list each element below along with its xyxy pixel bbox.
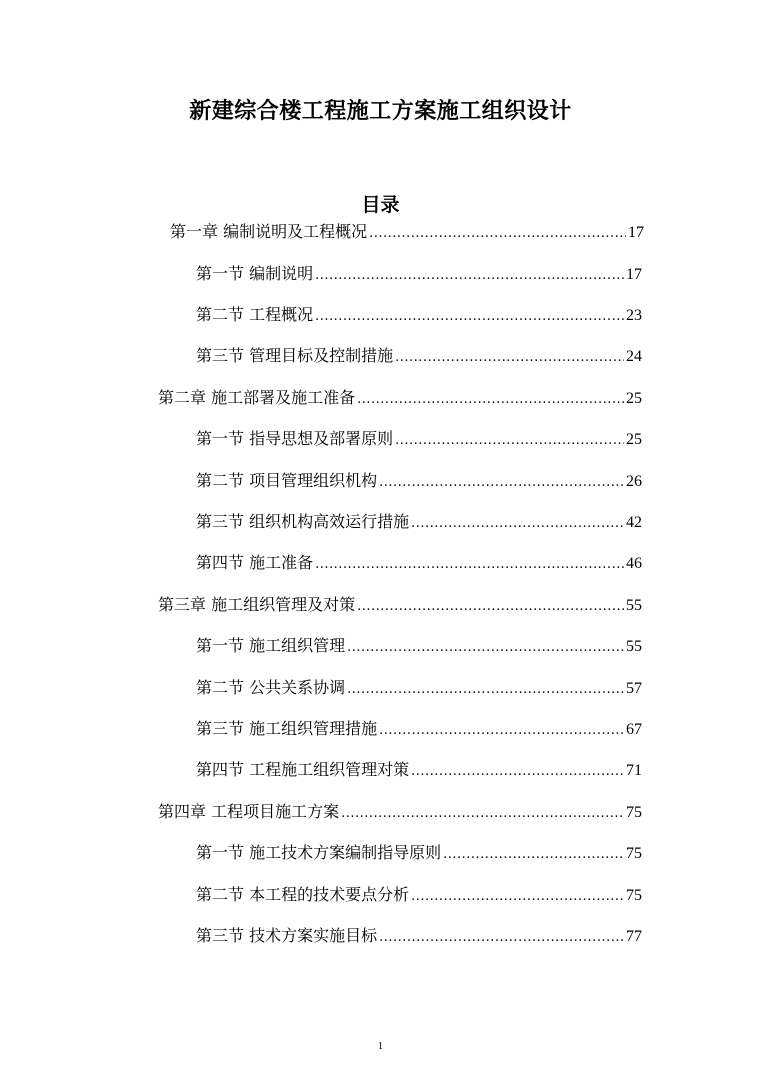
toc-entry-section[interactable]	[196, 634, 642, 658]
page-number: 1	[378, 1041, 383, 1052]
toc-entry-label: 第一节 编制说明	[196, 264, 314, 283]
toc-entry-section[interactable]	[196, 717, 642, 741]
toc-entry-label: 第四章 工程项目施工方案	[158, 802, 340, 821]
toc-entry-page: 75	[626, 845, 642, 862]
toc-entry-chapter-4[interactable]	[158, 800, 642, 824]
toc-entry-section[interactable]	[196, 676, 642, 700]
dot-leader	[395, 346, 624, 370]
toc-entry-label: 第一章 编制说明及工程概况	[170, 222, 368, 241]
toc-entry-page: 26	[626, 473, 642, 490]
toc-entry-label: 第四节 工程施工组织管理对策	[196, 760, 410, 779]
toc-entry-chapter-3[interactable]	[158, 593, 642, 617]
toc-entry-page: 25	[626, 431, 642, 448]
toc-entry-section[interactable]	[196, 303, 642, 327]
toc-entry-label: 第三节 管理目标及控制措施	[196, 346, 394, 365]
dot-leader	[315, 264, 624, 288]
toc-entry-label: 第一节 施工技术方案编制指导原则	[196, 843, 442, 862]
dot-leader	[411, 885, 624, 909]
toc-entry-label: 第一节 施工组织管理	[196, 636, 346, 655]
toc-entry-page: 23	[626, 307, 642, 324]
toc-entry-label: 第二节 项目管理组织机构	[196, 471, 378, 490]
toc-entry-section[interactable]	[196, 883, 642, 907]
toc-entry-section[interactable]	[196, 510, 642, 534]
toc-entry-label: 第三节 技术方案实施目标	[196, 926, 378, 945]
toc-entry-page: 24	[626, 348, 642, 365]
toc-entry-label: 第一节 指导思想及部署原则	[196, 429, 394, 448]
dot-leader	[443, 843, 624, 867]
dot-leader	[369, 222, 626, 246]
toc-entry-label: 第三节 组织机构高效运行措施	[196, 512, 410, 531]
toc-entry-chapter-2[interactable]	[158, 386, 642, 410]
toc-entry-label: 第三节 施工组织管理措施	[196, 719, 378, 738]
dot-leader	[357, 595, 624, 619]
toc-entry-page: 46	[626, 555, 642, 572]
toc-entry-label: 第三章 施工组织管理及对策	[158, 595, 356, 614]
toc-entry-section[interactable]	[196, 841, 642, 865]
dot-leader	[379, 926, 624, 950]
toc-entry-page: 67	[626, 721, 642, 738]
toc-entry-page: 25	[626, 390, 642, 407]
dot-leader	[315, 553, 624, 577]
toc-entry-page: 75	[626, 804, 642, 821]
toc-entry-section[interactable]	[196, 551, 642, 575]
dot-leader	[395, 429, 624, 453]
toc-entry-label: 第二章 施工部署及施工准备	[158, 388, 356, 407]
document-title: 新建综合楼工程施工方案施工组织设计	[189, 99, 572, 124]
dot-leader	[411, 512, 624, 536]
dot-leader	[315, 305, 624, 329]
toc-entry-section[interactable]	[196, 262, 642, 286]
toc-entry-section[interactable]	[196, 344, 642, 368]
dot-leader	[411, 760, 624, 784]
toc-entry-section[interactable]	[196, 469, 642, 493]
dot-leader	[347, 678, 624, 702]
toc-entry-label: 第二节 工程概况	[196, 305, 314, 324]
dot-leader	[347, 636, 624, 660]
toc-entry-page: 71	[626, 762, 642, 779]
toc-entry-section[interactable]	[196, 427, 642, 451]
toc-entry-page: 57	[626, 680, 642, 697]
toc-entry-page: 17	[628, 224, 644, 241]
toc-entry-page: 42	[626, 514, 642, 531]
toc-entry-page: 75	[626, 887, 642, 904]
toc-entry-label: 第二节 本工程的技术要点分析	[196, 885, 410, 904]
toc-entry-page: 55	[626, 638, 642, 655]
toc-entry-page: 55	[626, 597, 642, 614]
toc-entry-chapter-1[interactable]	[170, 220, 644, 244]
toc-entry-label: 第四节 施工准备	[196, 553, 314, 572]
dot-leader	[341, 802, 624, 826]
dot-leader	[357, 388, 624, 412]
dot-leader	[379, 719, 624, 743]
toc-entry-label: 第二节 公共关系协调	[196, 678, 346, 697]
dot-leader	[379, 471, 624, 495]
toc-entry-section[interactable]	[196, 924, 642, 948]
toc-entry-page: 17	[626, 266, 642, 283]
toc-heading: 目录	[361, 194, 400, 216]
toc-entry-page: 77	[626, 928, 642, 945]
toc-entry-section[interactable]	[196, 758, 642, 782]
